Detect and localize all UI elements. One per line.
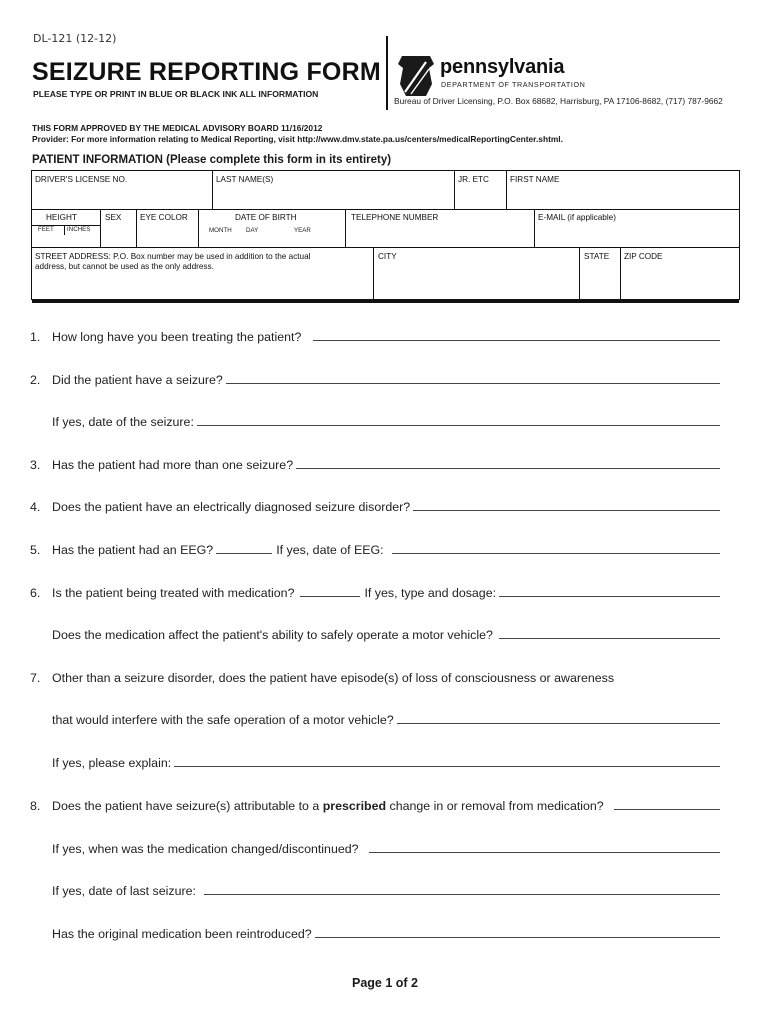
brand-name: pennsylvania (440, 56, 565, 78)
answer-line[interactable] (499, 638, 720, 639)
answer-line[interactable] (413, 510, 720, 511)
question-3: 3. Has the patient had more than one seizure? (30, 456, 720, 472)
suffix-field[interactable]: JR. ETC (458, 175, 489, 184)
state-field[interactable]: STATE (584, 252, 610, 261)
question-text: Does the patient have an electrically diagnosed seizure disorder? (52, 500, 411, 514)
answer-line[interactable] (197, 425, 720, 426)
feet-label: FEET (38, 226, 54, 233)
answer-blank[interactable] (300, 596, 360, 597)
eye-color-field[interactable]: EYE COLOR (140, 213, 188, 222)
answer-line[interactable] (226, 383, 720, 384)
question-text: Is the patient being treated with medication? (52, 586, 295, 600)
bureau-address: Bureau of Driver Licensing, P.O. Box 68682, Harrisburg, PA 17106-8682, (717) 787-9662 (394, 96, 723, 106)
question-8-followup-c (52, 925, 720, 941)
sex-field[interactable]: SEX (105, 213, 122, 222)
question-emphasis: prescribed (322, 799, 387, 813)
question-text: If yes, date of EEG: (276, 543, 384, 557)
street-address-note: address, but cannot be used as the only address. (35, 262, 214, 271)
question-1: 1. How long have you been treating the patient? (30, 328, 720, 344)
first-name-field[interactable]: FIRST NAME (510, 175, 560, 184)
form-title: SEIZURE REPORTING FORM (32, 58, 381, 86)
question-text: If yes, date of last seizure: (52, 884, 196, 898)
answer-line[interactable] (369, 852, 720, 853)
question-text: If yes, please explain: (52, 756, 172, 770)
street-address-field[interactable]: STREET ADDRESS: P.O. Box number may be used in addition to the actual (35, 252, 311, 261)
question-text: Has the original medication been reintroduced? (52, 927, 312, 941)
question-5: 5. Has the patient had an EEG? If yes, date of EEG: (30, 541, 720, 557)
question-text: Has the patient had an EEG? (52, 543, 214, 557)
question-text: If yes, date of the seizure: (52, 415, 194, 429)
email-field[interactable]: E-MAIL (if applicable) (538, 213, 616, 222)
answer-line[interactable] (315, 937, 720, 938)
day-label: DAY (246, 227, 259, 234)
question-text: that would interfere with the safe operation of a motor vehicle? (52, 713, 394, 727)
question-text: If yes, type and dosage: (364, 586, 497, 600)
inches-label: INCHES (67, 226, 91, 233)
answer-line[interactable] (499, 596, 720, 597)
answer-line[interactable] (392, 553, 720, 554)
question-7-continued (52, 711, 720, 727)
question-text: Does the patient have seizure(s) attributable to a (52, 799, 320, 813)
year-label: YEAR (294, 227, 311, 234)
keystone-logo-icon (396, 54, 436, 98)
question-8-followup-b (52, 882, 720, 898)
question-2: 2. Did the patient have a seizure? (30, 371, 720, 387)
question-7: 7. Other than a seizure disorder, does the patient have episode(s) of loss of consciousness or awareness (30, 671, 615, 685)
question-text: change in or removal from medication? (389, 799, 604, 813)
section-title: PATIENT INFORMATION (Please complete this form in its entirety) (32, 154, 392, 166)
zip-code-field[interactable]: ZIP CODE (624, 252, 663, 261)
department-name: DEPARTMENT OF TRANSPORTATION (441, 80, 586, 89)
table-row-divider (32, 247, 739, 248)
last-name-field[interactable]: LAST NAME(S) (216, 175, 274, 184)
question-text: Has the patient had more than one seizure? (52, 458, 294, 472)
form-instructions: PLEASE TYPE OR PRINT IN BLUE OR BLACK INK ALL INFORMATION (33, 89, 319, 99)
page-number: Page 1 of 2 (352, 976, 418, 990)
provider-notice: Provider: For more information relating to Medical Reporting, visit http://www.dmv.state.pa.us/centers/medicalReportingCenter.shtml. (32, 134, 563, 144)
answer-blank[interactable] (216, 553, 272, 554)
question-text: How long have you been treating the patient? (52, 330, 302, 344)
answer-line[interactable] (296, 468, 720, 469)
answer-line[interactable] (174, 766, 720, 767)
city-field[interactable]: CITY (378, 252, 397, 261)
table-row-divider (32, 209, 739, 210)
answer-line[interactable] (397, 723, 720, 724)
question-4: 4. Does the patient have an electrically diagnosed seizure disorder? (30, 498, 720, 514)
question-7-followup (52, 754, 720, 770)
height-field[interactable]: HEIGHT (46, 213, 77, 222)
answer-line[interactable] (614, 809, 720, 810)
approval-notice: THIS FORM APPROVED BY THE MEDICAL ADVISORY BOARD 11/16/2012 (32, 123, 323, 133)
question-text: If yes, when was the medication changed/discontinued? (52, 842, 359, 856)
question-6-followup (52, 626, 720, 642)
question-text: Does the medication affect the patient's ability to safely operate a motor vehicle? (52, 628, 493, 642)
month-label: MONTH (209, 227, 232, 234)
form-number: DL-121 (12-12) (33, 32, 117, 45)
answer-line[interactable] (313, 340, 720, 341)
question-text: Other than a seizure disorder, does the patient have episode(s) of loss of consciousness or awareness (52, 671, 615, 685)
question-text: Did the patient have a seizure? (52, 373, 223, 387)
question-2-followup (52, 413, 720, 429)
drivers-license-field[interactable]: DRIVER'S LICENSE NO. (35, 175, 128, 184)
date-of-birth-field[interactable]: DATE OF BIRTH (235, 213, 297, 222)
header-divider (386, 36, 388, 110)
table-bottom-rule (32, 299, 739, 303)
question-8: 8. Does the patient have seizure(s) attributable to a prescribed change in or removal from medication? (30, 797, 720, 813)
question-8-followup-a (52, 840, 720, 856)
patient-info-table (31, 170, 740, 300)
telephone-field[interactable]: TELEPHONE NUMBER (351, 213, 439, 222)
question-6: 6. Is the patient being treated with medication? If yes, type and dosage: (30, 584, 720, 600)
answer-line[interactable] (204, 894, 720, 895)
